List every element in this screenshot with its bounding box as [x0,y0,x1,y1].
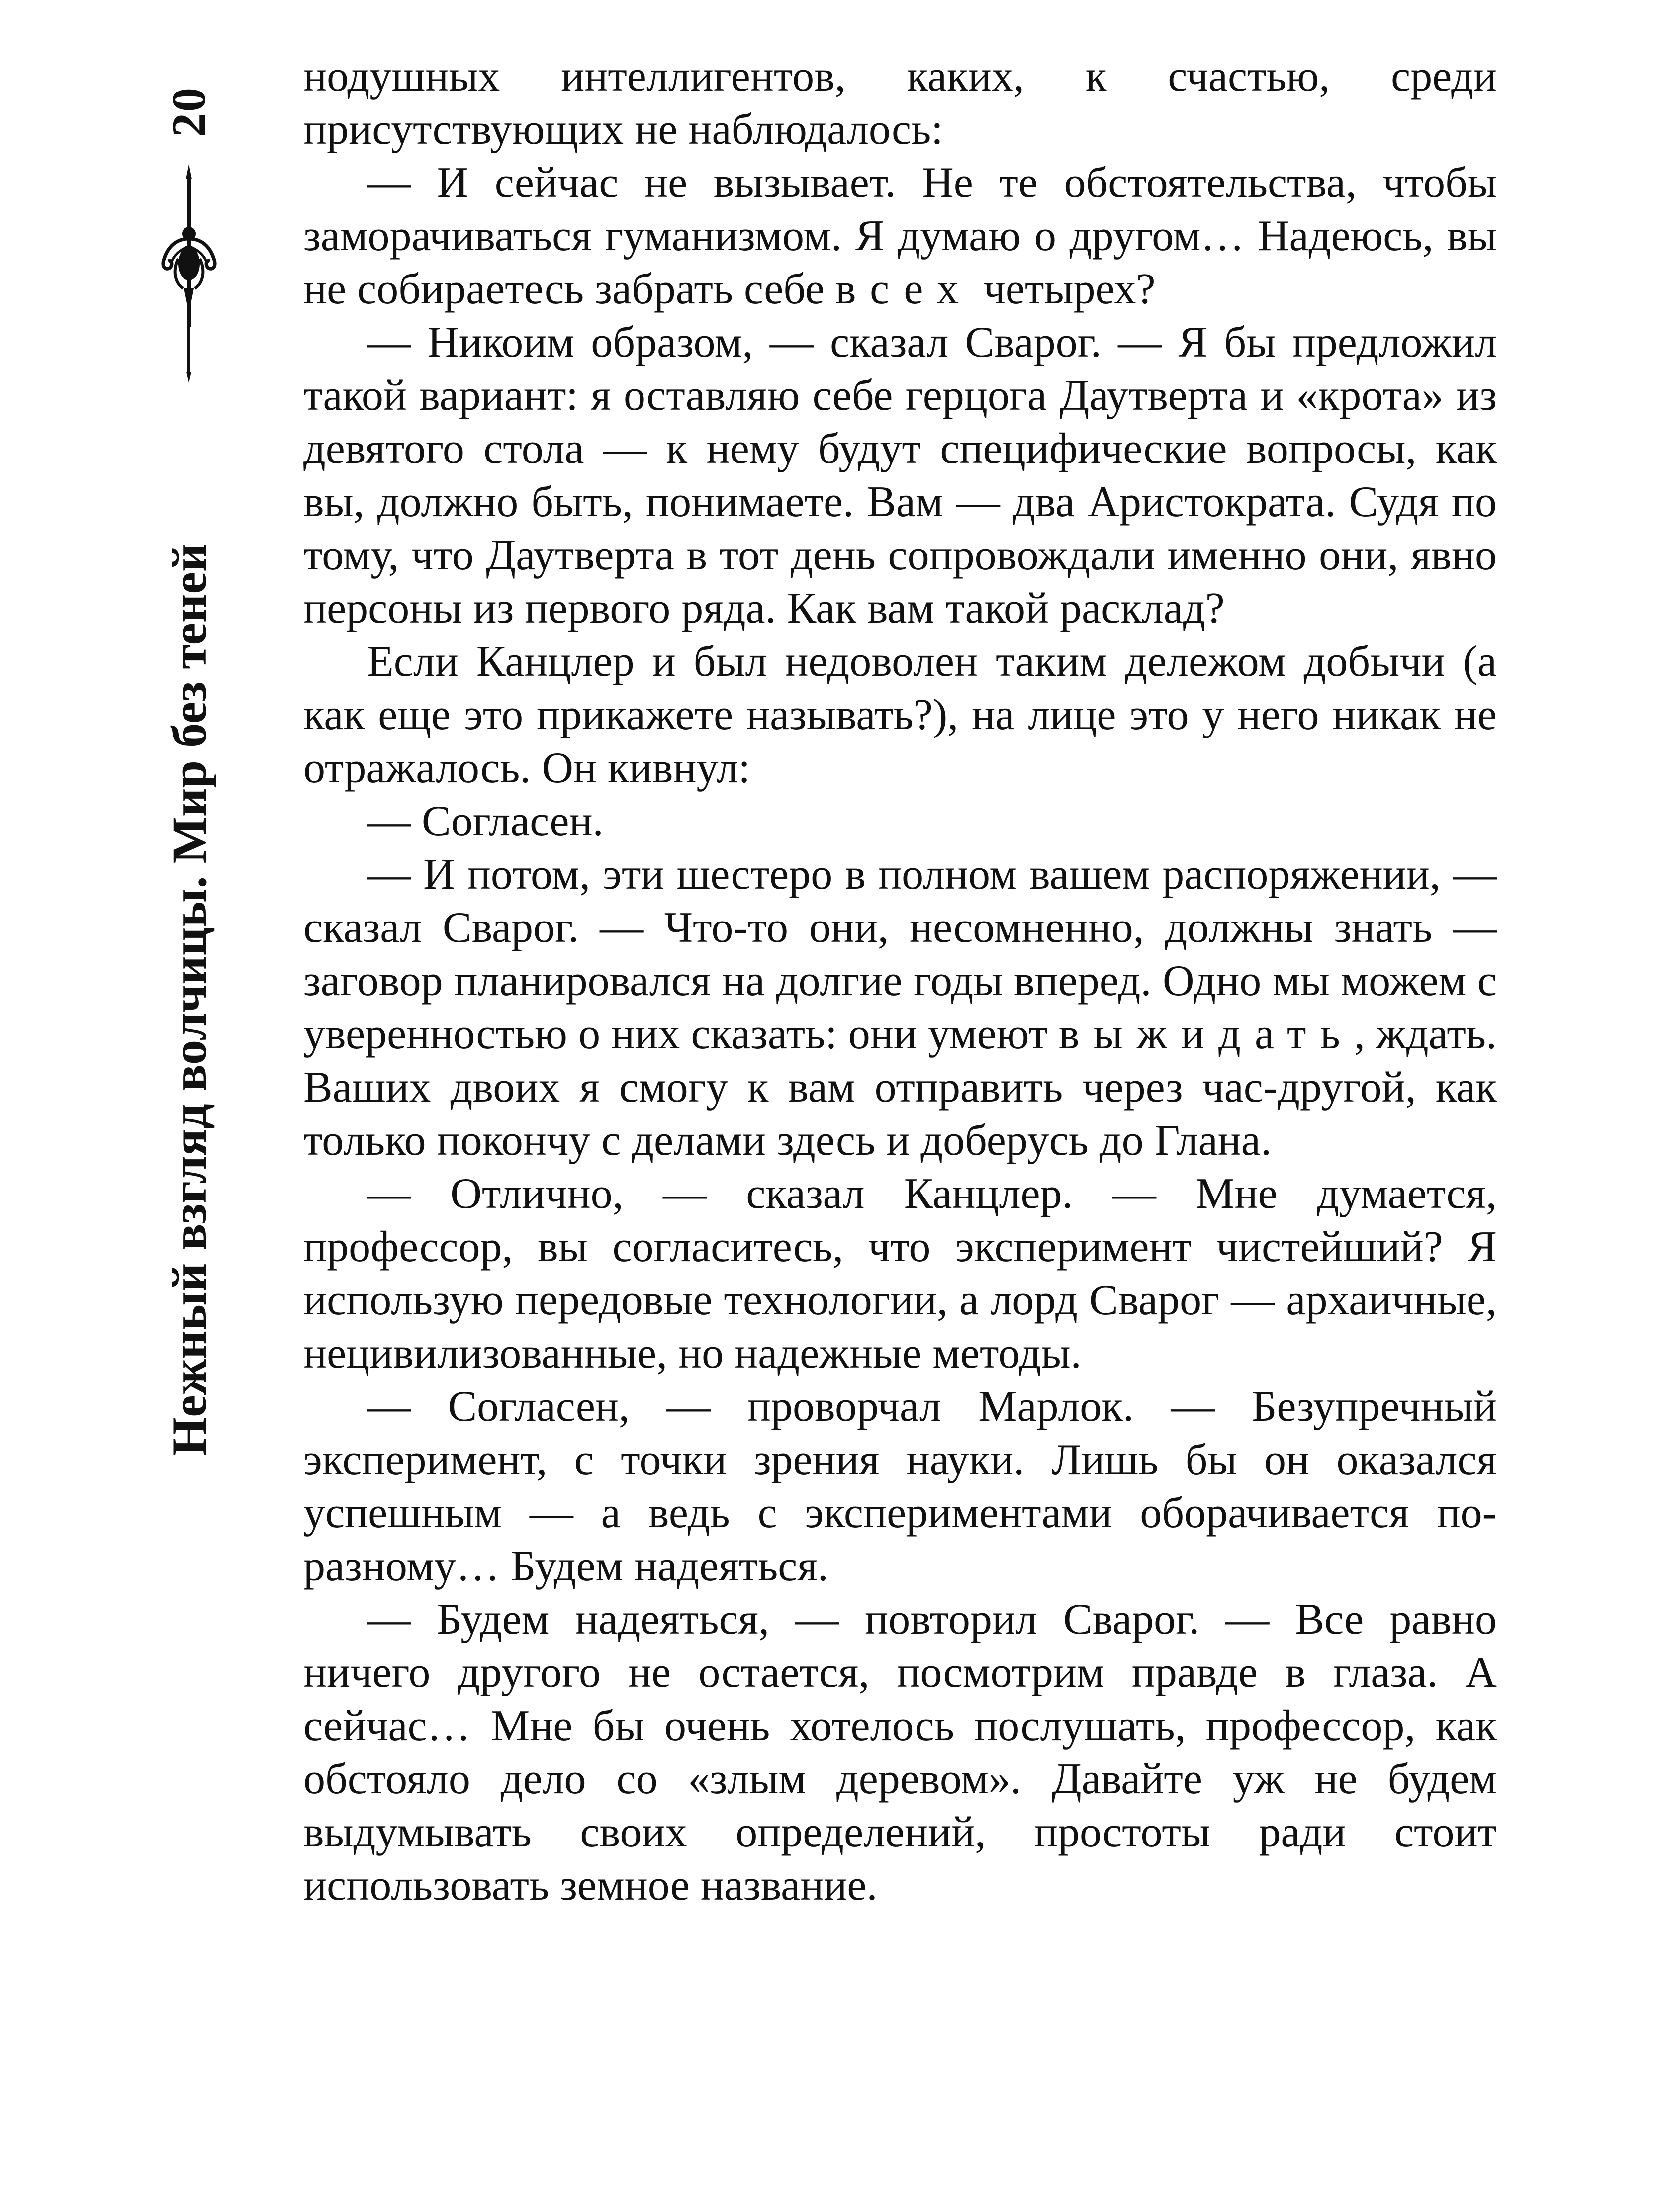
side-margin [149,50,229,1532]
paragraph [303,1593,1497,1912]
text-segment: — Согласен. [367,797,604,845]
text-segment: Если Канцлер и был недоволен таким дележом добычи (а как еще это прикажете называть?), на лице это у него никак не отражалось. Он кивнул: [303,638,1497,792]
text-segment: — И сейчас не вызывает. Не те обстоятельства, чтобы заморачиваться гуманизмом. Я думаю о другом… Надеюсь, вы не собираетесь забрать себе [303,159,1497,313]
paragraph [303,848,1497,1167]
text-segment: — Будем надеяться, — повторил Сварог. — Все равно ничего другого не остается, посмотрим правде в глаза. А сейчас… Мне бы очень хотелось послушать, профессор, как обстояло дело со «злым деревом». Давайте уж не будем выдумывать своих определений, простоты ради стоит использовать земное название. [303,1595,1497,1910]
paragraph [303,1167,1497,1380]
paragraph [303,156,1497,316]
spaced-emphasis: выжидать [1058,1010,1354,1058]
paragraph [303,635,1497,795]
page-number: 20 [162,87,216,137]
sword-ornament-icon [149,164,229,383]
paragraph [303,1380,1497,1593]
paragraph [303,795,1497,848]
text-segment: нодушных интеллигентов, каких, к счастью, среди присутствующих не наблюдалось: [303,52,1497,154]
spaced-emphasis: всех [835,265,973,313]
body-text [303,50,1497,1912]
text-segment: , ждать. Ваших двоих я смогу к вам отправить через час-другой, как только покончу с делами здесь и доберусь до Глана. [303,1010,1497,1165]
paragraph [303,316,1497,635]
running-title: Нежный взгляд волчицы. Мир без теней [161,543,217,1456]
paragraph [303,50,1497,156]
text-segment: — И потом, эти шестеро в полном вашем распоряжении, — сказал Сварог. — Что-то они, несомненно, должны знать — заговор планировался на долгие годы вперед. Одно мы можем с уверенностью о них сказать: они умеют [303,850,1497,1058]
text-segment: — Согласен, — проворчал Марлок. — Безупречный эксперимент, с точки зрения науки. Лишь бы он оказался успешным — а ведь с экспериментами оборачивается по-разному… Будем надеяться. [303,1382,1497,1590]
text-segment: — Никоим образом, — сказал Сварог. — Я бы предложил такой вариант: я оставляю себе герцога Даутверта и «крота» из девятого стола — к нему будут специфические вопросы, как вы, должно быть, понимаете. Вам — два Аристократа. Судя по тому, что Даутверта в тот день сопровождали именно они, явно персоны из первого ряда. Как вам такой расклад? [303,318,1497,633]
text-segment: — Отлично, — сказал Канцлер. — Мне думается, профессор, вы согласитесь, что эксперимент чистейший? Я использую передовые технологии, а лорд Сварог — архаичные, нецивилизованные, но надежные методы. [303,1170,1497,1378]
text-segment: четырех? [972,265,1156,313]
